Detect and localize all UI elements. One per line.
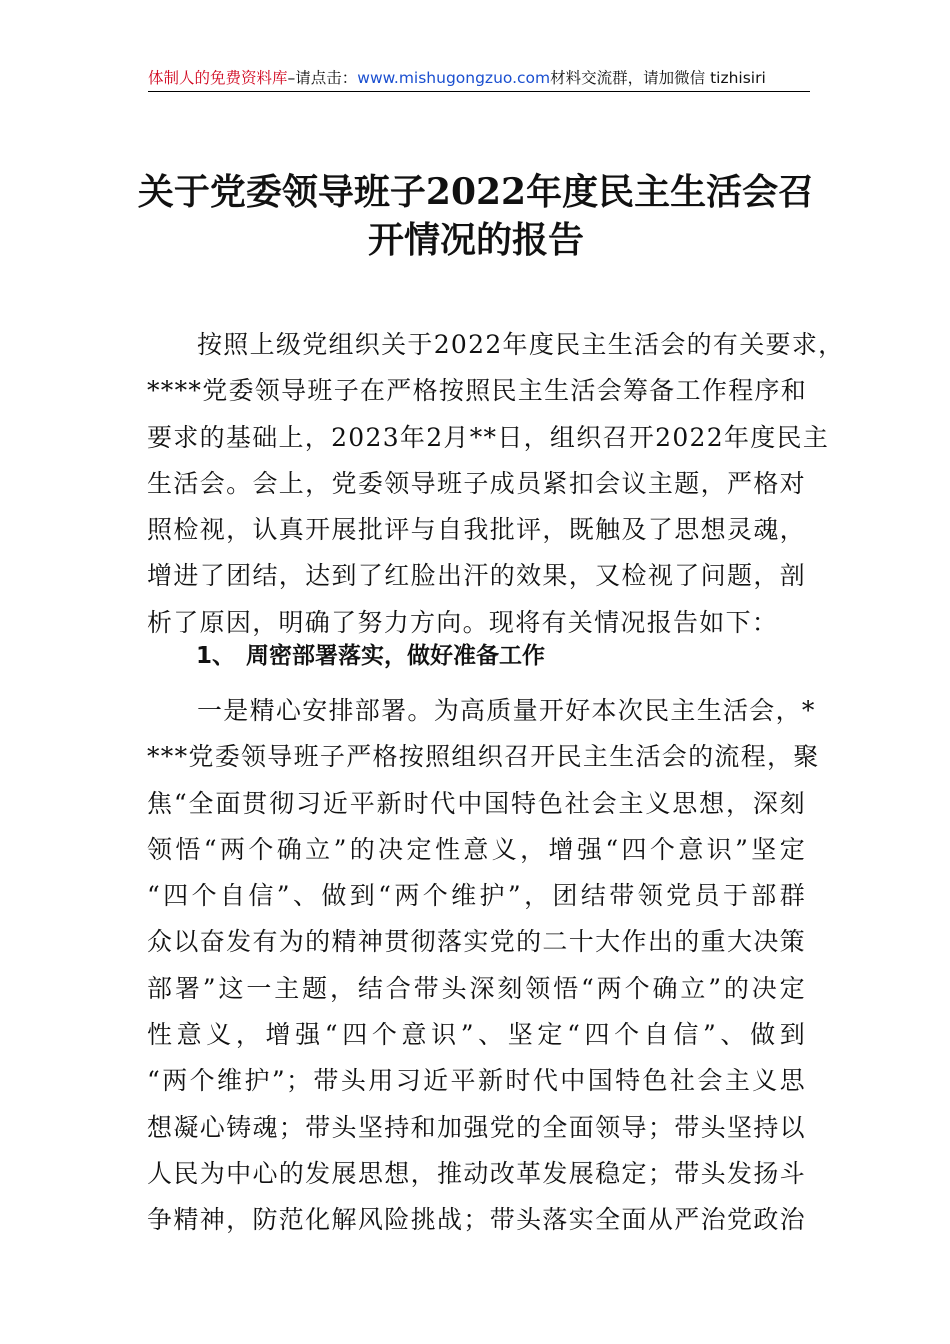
body-line: ***党委领导班子严格按照组织召开民主生活会的流程，聚	[147, 742, 820, 772]
intro-line: 照检视，认真开展批评与自我批评，既触及了思想灵魂，	[147, 515, 806, 545]
header-suffix: 材料交流群，请加微信 tizhisiri	[550, 69, 766, 87]
intro-paragraph	[147, 322, 845, 646]
document-title	[120, 168, 832, 264]
title-line-2: 开情况的报告	[367, 219, 584, 261]
body-line: 人民为中心的发展思想，推动改革发展稳定；带头发扬斗	[147, 1158, 806, 1188]
intro-line: 按照上级党组织关于2022年度民主生活会的有关要求，	[197, 330, 845, 359]
body-line: 一是精心安排部署。为高质量开好本次民主生活会，*	[197, 696, 816, 725]
intro-line: 要求的基础上，2023年2月**日，组织召开2022年度民主	[147, 422, 830, 452]
body-line: 领悟“两个确立”的决定性意义，增强“四个意识”坚定	[147, 834, 806, 864]
section-1-heading	[196, 634, 545, 678]
body-line: 争精神，防范化解风险挑战；带头落实全面从严治党政治	[147, 1205, 806, 1235]
intro-line: 生活会。会上，党委领导班子成员紧扣会议主题，严格对	[147, 468, 806, 498]
title-line-1: 关于党委领导班子2022年度民主生活会召	[137, 171, 815, 213]
intro-line: 增进了团结，达到了红脸出汗的效果，又检视了问题，剖	[147, 561, 806, 591]
body-line: 想凝心铸魂；带头坚持和加强党的全面领导；带头坚持以	[147, 1112, 806, 1142]
section-number: 1、	[196, 643, 236, 669]
intro-line: ****党委领导班子在严格按照民主生活会筹备工作程序和	[147, 376, 808, 406]
page-header	[148, 66, 810, 92]
section-heading-text: 周密部署落实，做好准备工作	[246, 643, 545, 669]
body-line: “两个维护”；带头用习近平新时代中国特色社会主义思	[147, 1066, 806, 1096]
intro-line: 析了原因，明确了努力方向。现将有关情况报告如下：	[147, 607, 779, 637]
header-prompt: –请点击：	[287, 69, 358, 87]
body-line: 众以奋发有为的精神贯彻落实党的二十大作出的重大决策	[147, 927, 806, 957]
header-site-name: 体制人的免费资料库	[148, 69, 288, 87]
header-url-link[interactable]: www.mishugongzuo.com	[357, 69, 551, 87]
body-line: “四个自信”、做到“两个维护”，团结带领党员于部群	[147, 881, 806, 911]
body-paragraph	[147, 688, 820, 1244]
body-line: 焦“全面贯彻习近平新时代中国特色社会主义思想，深刻	[147, 788, 806, 818]
body-line: 部署”这一主题，结合带头深刻领悟“两个确立”的决定	[147, 973, 806, 1003]
body-line: 性意义，增强“四个意识”、坚定“四个自信”、做到	[147, 1020, 806, 1050]
